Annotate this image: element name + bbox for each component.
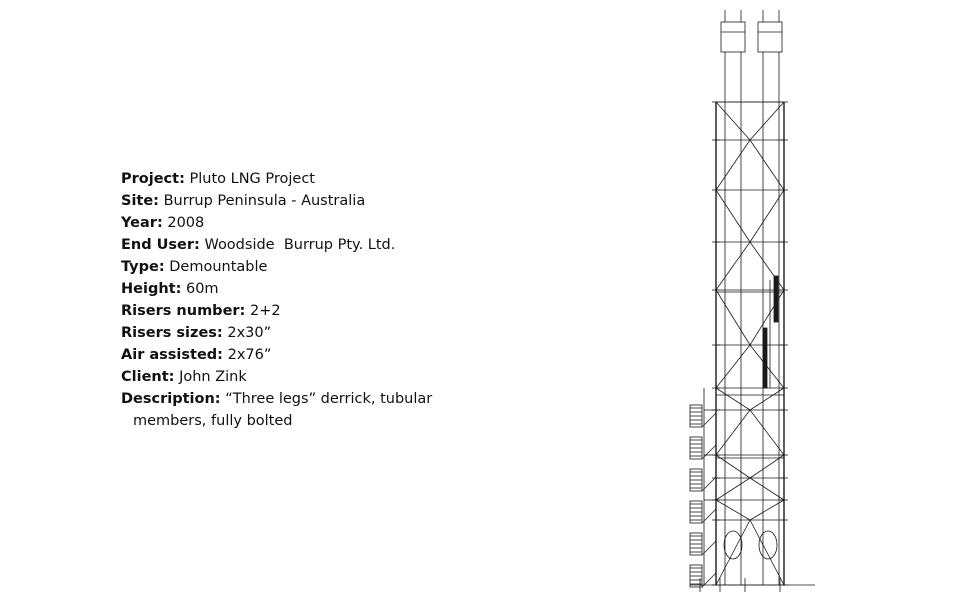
project-spec-list xyxy=(121,168,451,432)
spec-value: 2008 xyxy=(167,215,205,231)
derrick-legs xyxy=(704,102,784,585)
spec-value: 2x76” xyxy=(227,347,272,363)
spec-label: Project: xyxy=(121,171,185,187)
spec-value: Pluto LNG Project xyxy=(189,171,315,187)
spec-row-type xyxy=(121,256,451,278)
spec-row-air-assisted xyxy=(121,344,451,366)
spec-label: Client: xyxy=(121,369,175,385)
spec-label: Risers number: xyxy=(121,303,246,319)
spec-value: John Zink xyxy=(179,369,247,385)
spec-value: 60m xyxy=(185,281,219,297)
spec-value: “Three legs” derrick, tubular xyxy=(225,391,433,407)
spec-row-description xyxy=(121,388,451,432)
spec-value-continued: members, fully bolted xyxy=(133,413,293,429)
spec-value: 2+2 xyxy=(249,303,281,319)
access-stairs xyxy=(690,405,716,587)
spec-row-risers-number xyxy=(121,300,451,322)
spec-row-risers-sizes xyxy=(121,322,451,344)
spec-row-year xyxy=(121,212,451,234)
spec-row-height xyxy=(121,278,451,300)
spec-row-end-user xyxy=(121,234,451,256)
spec-row-project xyxy=(121,168,451,190)
spec-label: End User: xyxy=(121,237,200,253)
spec-row-client xyxy=(121,366,451,388)
spec-value: 2x30” xyxy=(227,325,272,341)
spec-label: Type: xyxy=(121,259,165,275)
spec-label: Description: xyxy=(121,391,221,407)
spec-value: Burrup Peninsula - Australia xyxy=(163,193,366,209)
spec-label: Air assisted: xyxy=(121,347,223,363)
spec-label: Risers sizes: xyxy=(121,325,223,341)
spec-value: Woodside Burrup Pty. Ltd. xyxy=(204,237,396,253)
flare-derrick-drawing xyxy=(680,0,830,600)
spec-value: Demountable xyxy=(169,259,268,275)
spec-label: Height: xyxy=(121,281,182,297)
spec-label: Year: xyxy=(121,215,163,231)
spec-label: Site: xyxy=(121,193,159,209)
riser-pipes xyxy=(721,10,782,585)
spec-row-site xyxy=(121,190,451,212)
